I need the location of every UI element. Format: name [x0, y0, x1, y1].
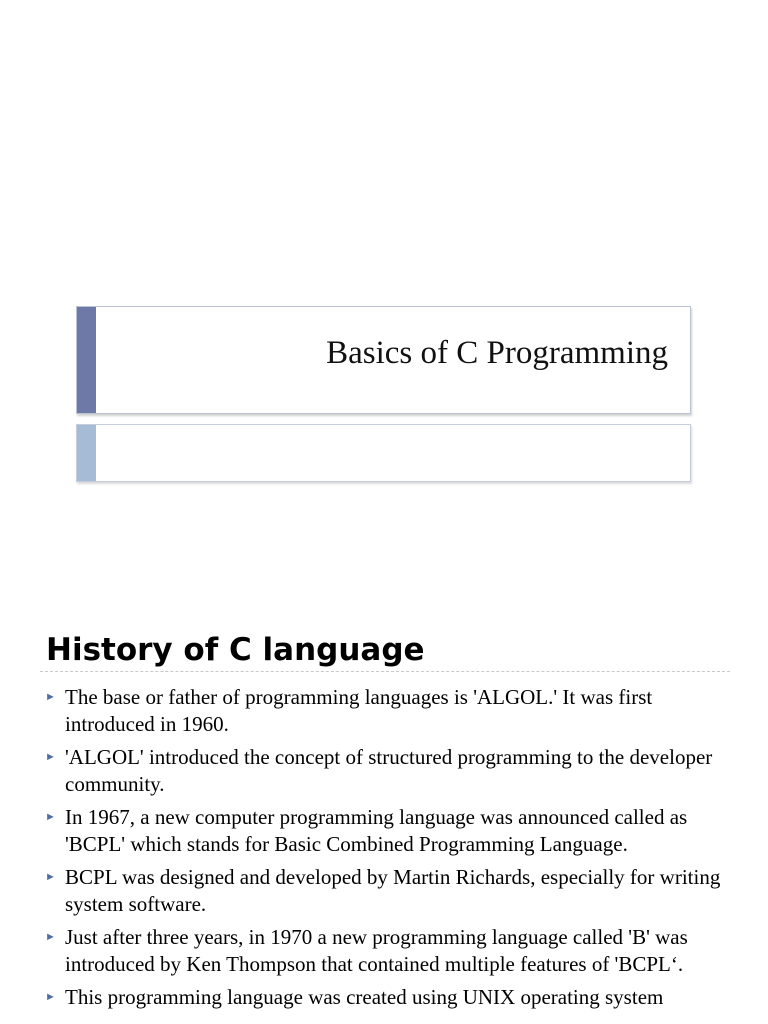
list-item: [44, 984, 724, 1011]
bullet-text: BCPL was designed and developed by Martin Richards, especially for writing system software.: [65, 865, 721, 916]
slide-heading: History of C language: [46, 632, 425, 668]
bullet-list: [44, 684, 724, 1017]
triangle-right-icon: ►: [45, 751, 56, 763]
list-item: [44, 924, 724, 978]
triangle-right-icon: ►: [45, 871, 56, 883]
bullet-text: 'ALGOL' introduced the concept of structured programming to the developer community.: [65, 745, 713, 796]
list-item: [44, 744, 724, 798]
title-accent-bar: [77, 307, 96, 413]
subtitle-box: [76, 424, 691, 482]
bullet-text: This programming language was created using UNIX operating system: [65, 985, 664, 1009]
history-slide: [0, 576, 768, 1024]
triangle-right-icon: ►: [45, 691, 56, 703]
slide-title: Basics of C Programming: [326, 335, 668, 371]
heading-divider: [40, 671, 730, 672]
triangle-right-icon: ►: [45, 931, 56, 943]
bullet-text: The base or father of programming languages is 'ALGOL.' It was first introduced in 1960.: [65, 685, 653, 736]
list-item: [44, 864, 724, 918]
list-item: [44, 804, 724, 858]
bullet-text: Just after three years, in 1970 a new programming language called 'B' was introduced by Ken Thompson that contained multiple features of 'BCPL‘.: [65, 925, 688, 976]
triangle-right-icon: ►: [45, 811, 56, 823]
bullet-text: In 1967, a new computer programming language was announced called as 'BCPL' which stands for Basic Combined Programming Language.: [65, 805, 688, 856]
triangle-right-icon: ►: [45, 991, 56, 1003]
title-box: [76, 306, 691, 414]
list-item: [44, 684, 724, 738]
subtitle-accent-bar: [77, 425, 96, 481]
